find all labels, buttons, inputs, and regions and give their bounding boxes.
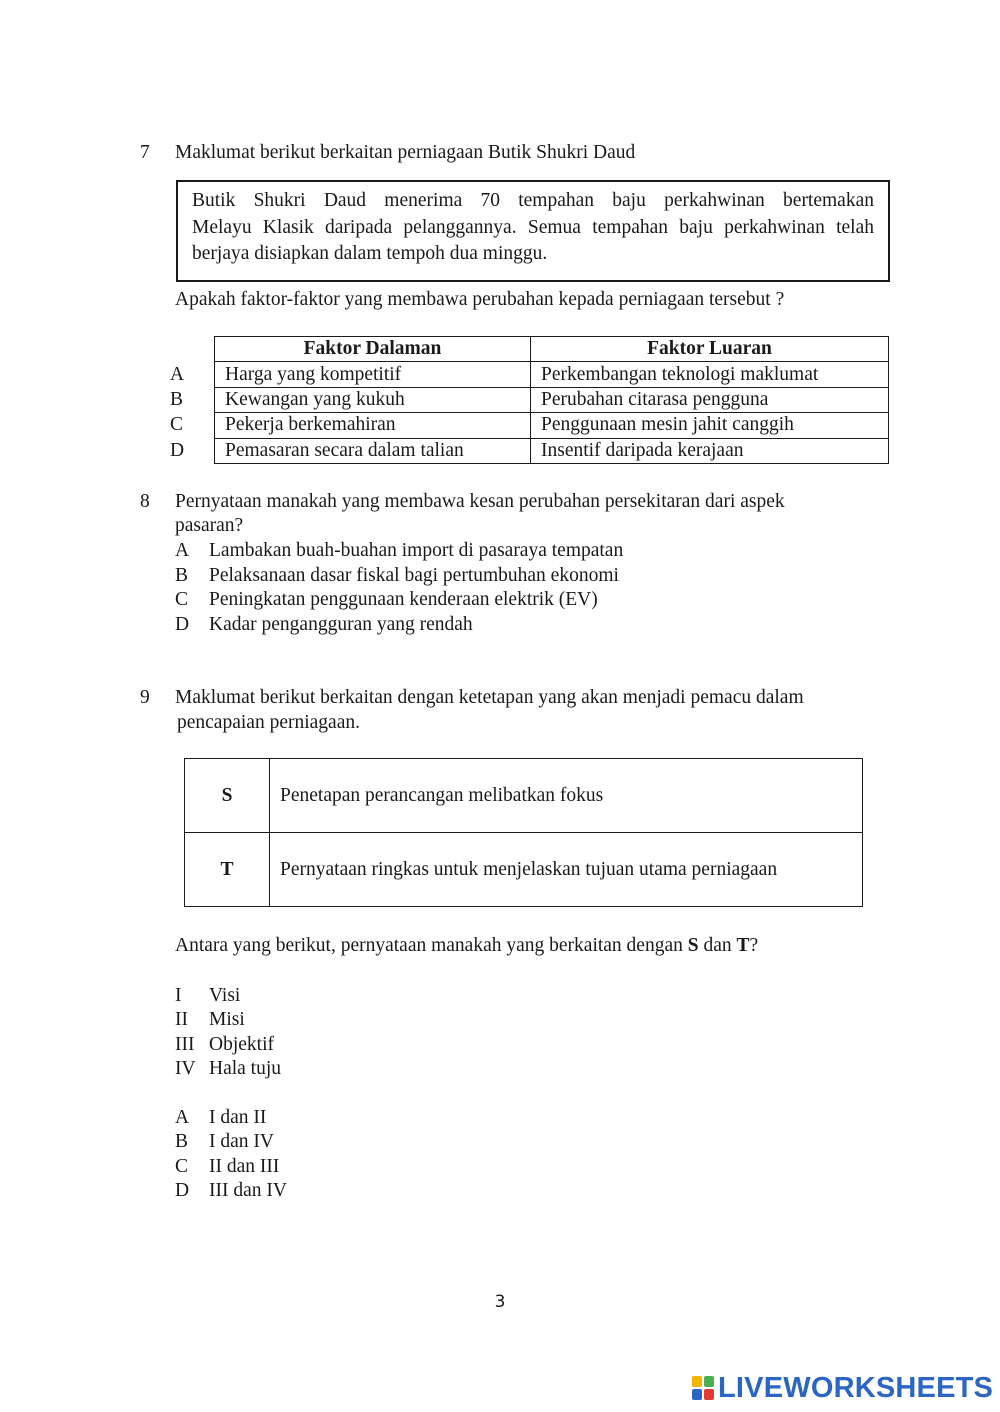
q8-option-text-d[interactable]: Kadar pengangguran yang rendah: [209, 614, 473, 635]
dalaman-cell: Harga yang kompetitif: [215, 362, 531, 387]
q8-option-letter-b[interactable]: B: [175, 565, 189, 586]
q9-st-table: [184, 758, 863, 907]
luaran-cell: Penggunaan mesin jahit canggih: [531, 413, 889, 438]
st-label-t: T: [185, 833, 270, 907]
q7-question: Apakah faktor-faktor yang membawa perubahan kepada perniagaan tersebut ?: [175, 289, 785, 310]
q9-item-numeral: II: [175, 1009, 188, 1030]
luaran-cell: Insentif daripada kerajaan: [531, 438, 889, 463]
q9-stem-line-2: pencapaian perniagaan.: [177, 712, 360, 733]
q9-item-text: Objektif: [209, 1034, 274, 1055]
q7-number: 7: [140, 142, 150, 163]
q9-option-letter-a[interactable]: A: [175, 1107, 190, 1128]
q9-item-numeral: III: [175, 1034, 195, 1055]
q9-question-t: T: [736, 935, 750, 956]
st-text-t: Pernyataan ringkas untuk menjelaskan tujuan utama perniagaan: [270, 833, 863, 907]
liveworksheets-logo-icon: [692, 1376, 716, 1402]
q8-option-text-c[interactable]: Peningkatan penggunaan kenderaan elektrik (EV): [209, 589, 598, 610]
table-row: [185, 833, 863, 907]
liveworksheets-logo[interactable]: [692, 1372, 993, 1405]
q9-question: [175, 935, 758, 957]
q9-item-numeral: I: [175, 985, 182, 1006]
luaran-cell: Perkembangan teknologi maklumat: [531, 362, 889, 387]
q9-option-text-d[interactable]: III dan IV: [209, 1180, 287, 1201]
q9-number: 9: [140, 687, 150, 708]
page-number: 3: [494, 1292, 506, 1312]
q9-question-s: S: [687, 935, 699, 956]
q9-option-letter-b[interactable]: B: [175, 1131, 189, 1152]
q8-option-text-b[interactable]: Pelaksanaan dasar fiskal bagi pertumbuhan ekonomi: [209, 565, 619, 586]
q8-option-letter-d[interactable]: D: [175, 614, 190, 635]
q8-option-letter-c[interactable]: C: [175, 589, 189, 610]
q7-passage-line-3: berjaya disiapkan dalam tempoh dua minggu.: [192, 243, 548, 264]
table-row: [215, 438, 889, 463]
liveworksheets-logo-text: LIVEWORKSHEETS: [718, 1372, 994, 1404]
q9-question-post: ?: [749, 935, 759, 956]
q7-passage-box: [176, 180, 890, 282]
dalaman-cell: Pekerja berkemahiran: [215, 413, 531, 438]
header-faktor-dalaman: Faktor Dalaman: [215, 337, 531, 362]
q9-question-mid: dan: [698, 935, 737, 956]
q8-stem-line-1: Pernyataan manakah yang membawa kesan perubahan persekitaran dari aspek: [175, 491, 785, 512]
q9-stem-line-1: Maklumat berikut berkaitan dengan ketetapan yang akan menjadi pemacu dalam: [175, 687, 804, 708]
q8-stem-line-2: pasaran?: [175, 515, 244, 536]
q9-question-pre: Antara yang berikut, pernyataan manakah yang berkaitan dengan: [175, 935, 688, 956]
q7-stem: Maklumat berikut berkaitan perniagaan Butik Shukri Daud: [175, 142, 636, 163]
q7-passage-line-2: Melayu Klasik daripada pelanggannya. Semua tempahan baju perkahwinan telah: [192, 216, 874, 238]
luaran-cell: Perubahan citarasa pengguna: [531, 387, 889, 412]
q9-option-text-c[interactable]: II dan III: [209, 1156, 280, 1177]
q9-option-text-a[interactable]: I dan II: [209, 1107, 267, 1128]
table-header-row: [215, 337, 889, 362]
q9-option-letter-c[interactable]: C: [175, 1156, 189, 1177]
q7-option-letter-d[interactable]: D: [170, 440, 185, 461]
table-row: [215, 413, 889, 438]
q7-option-letter-a[interactable]: A: [170, 364, 185, 385]
dalaman-cell: Pemasaran secara dalam talian: [215, 438, 531, 463]
table-row: [215, 387, 889, 412]
q7-option-letter-b[interactable]: B: [170, 389, 184, 410]
st-text-s: Penetapan perancangan melibatkan fokus: [270, 759, 863, 833]
q7-passage-line-1: Butik Shukri Daud menerima 70 tempahan baju perkahwinan bertemakan: [192, 190, 874, 211]
q8-option-letter-a[interactable]: A: [175, 540, 190, 561]
table-row: [185, 759, 863, 833]
header-faktor-luaran: Faktor Luaran: [531, 337, 889, 362]
table-row: [215, 362, 889, 387]
q8-option-text-a[interactable]: Lambakan buah-buahan import di pasaraya tempatan: [209, 540, 624, 561]
q8-number: 8: [140, 491, 150, 512]
q9-option-text-b[interactable]: I dan IV: [209, 1131, 274, 1152]
q9-item-numeral: IV: [175, 1058, 196, 1079]
q7-factor-table: [214, 336, 889, 464]
st-label-s: S: [185, 759, 270, 833]
q7-option-letter-c[interactable]: C: [170, 414, 184, 435]
q9-option-letter-d[interactable]: D: [175, 1180, 190, 1201]
q9-item-text: Visi: [209, 985, 241, 1006]
q9-item-text: Hala tuju: [209, 1058, 282, 1079]
dalaman-cell: Kewangan yang kukuh: [215, 387, 531, 412]
q9-item-text: Misi: [209, 1009, 245, 1030]
